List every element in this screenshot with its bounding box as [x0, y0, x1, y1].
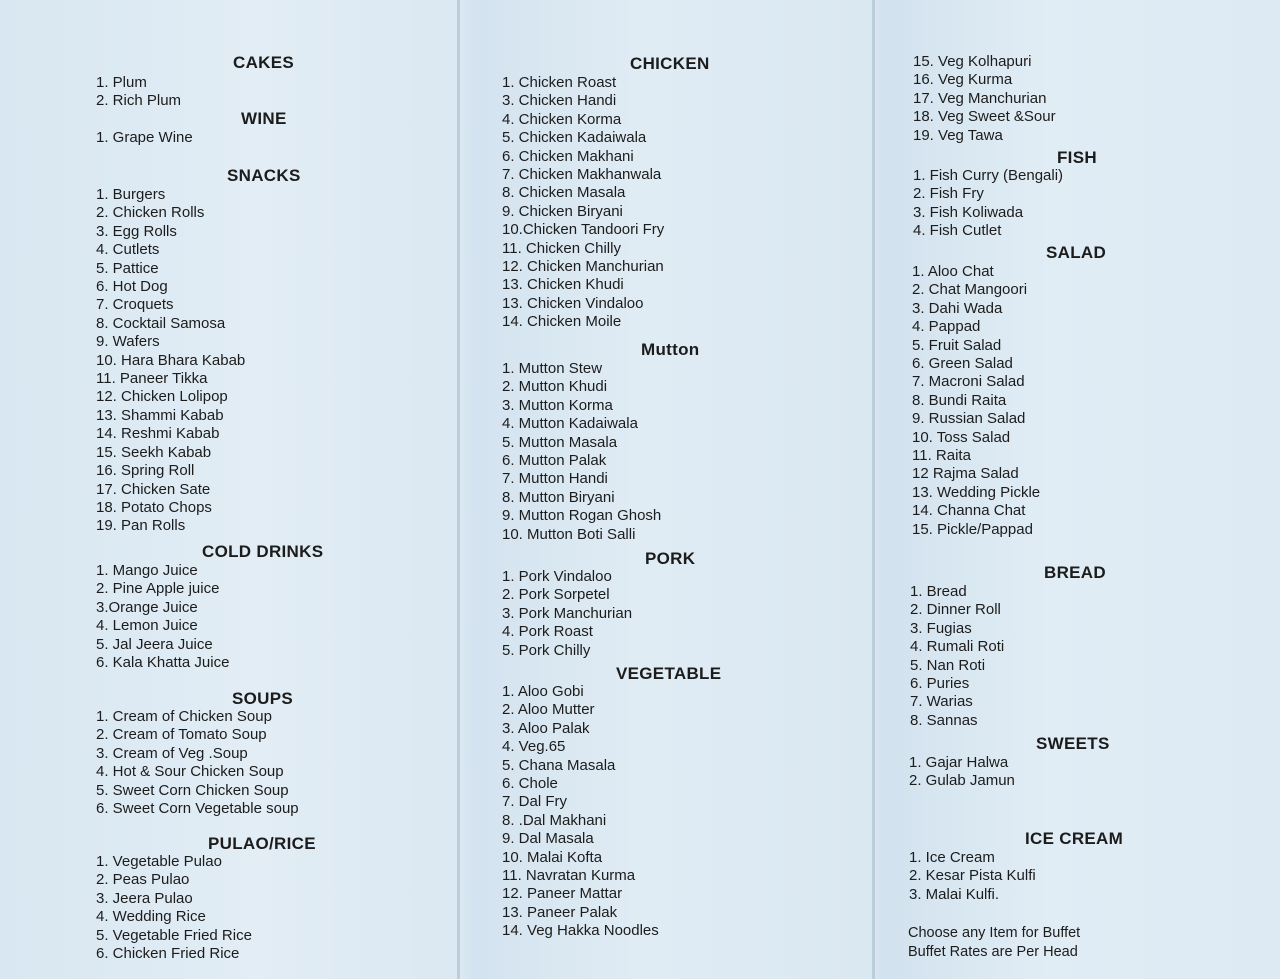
section-title: PORK — [645, 549, 696, 568]
menu-item: 9. Mutton Rogan Ghosh — [502, 507, 662, 525]
item-list — [96, 186, 436, 536]
menu-item: 1. Aloo Chat — [912, 263, 994, 280]
menu-item: 3. Malai Kulfi. — [909, 885, 1000, 903]
menu-item: 10. Toss Salad — [912, 428, 1011, 446]
menu-item: 7. Dal Fry — [502, 793, 568, 811]
section-snacks — [96, 166, 436, 536]
menu-item: 5. Vegetable Fried Rice — [96, 926, 252, 944]
menu-item: 6. Chole — [502, 775, 558, 793]
section-title: WINE — [241, 109, 287, 128]
menu-item: 1. Fish Curry (Bengali) — [913, 167, 1064, 184]
menu-item: 1. Plum — [96, 74, 147, 91]
menu-item: 3. Pork Manchurian — [502, 604, 633, 622]
menu-item: 3. Aloo Palak — [502, 719, 590, 737]
menu-item: 11. Navratan Kurma — [502, 867, 636, 885]
menu-item: 4. Fish Cutlet — [913, 222, 1002, 240]
section-title: CAKES — [233, 53, 295, 72]
menu-item: 9. Dal Masala — [502, 830, 594, 848]
menu-item: 1. Bread — [910, 583, 967, 600]
menu-item: 2. Fish Fry — [913, 185, 984, 203]
menu-item: 12. Chicken Lolipop — [96, 388, 228, 406]
menu-item: 1. Mango Juice — [96, 562, 198, 579]
menu-item: 6. Green Salad — [912, 355, 1013, 373]
menu-item: 4. Hot & Sour Chicken Soup — [96, 763, 284, 781]
buffet-note-line-2: Buffet Rates are Per Head — [908, 944, 1078, 960]
fold-line-left — [457, 0, 460, 979]
menu-item: 15. Seekh Kabab — [96, 443, 212, 461]
menu-item: 10. Mutton Boti Salli — [502, 525, 636, 543]
menu-item: 13. Shammi Kabab — [96, 406, 224, 424]
menu-item: 14. Reshmi Kabab — [96, 425, 220, 443]
menu-item: 15. Pickle/Pappad — [912, 520, 1033, 538]
section-vegetable — [502, 664, 862, 941]
menu-item: 6. Mutton Palak — [502, 452, 607, 470]
menu-item: 4. Pork Roast — [502, 623, 593, 641]
menu-item: 6. Chicken Fried Rice — [96, 945, 240, 963]
menu-item: 16. Veg Kurma — [913, 71, 1013, 89]
menu-item: 11. Chicken Chilly — [502, 239, 621, 257]
menu-item: 2. Peas Pulao — [96, 871, 190, 889]
menu-item: 3. Egg Rolls — [96, 222, 177, 240]
section-mutton — [502, 340, 862, 544]
section-title: SALAD — [1046, 243, 1107, 262]
menu-item: 6. Chicken Makhani — [502, 147, 634, 165]
section-title: FISH — [1057, 148, 1097, 167]
menu-item: 15. Veg Kolhapuri — [913, 53, 1032, 70]
menu-item: 3. Dahi Wada — [912, 299, 1003, 317]
section-title: ICE CREAM — [1025, 829, 1124, 848]
menu-item: 9. Russian Salad — [912, 410, 1026, 428]
menu-item: 4. Chicken Korma — [502, 110, 622, 128]
menu-item: 4. Mutton Kadaiwala — [502, 415, 638, 433]
menu-item: 2. Dinner Roll — [910, 601, 1001, 619]
menu-item: 6. Sweet Corn Vegetable soup — [96, 800, 299, 818]
menu-item: 14. Chicken Moile — [502, 313, 622, 331]
menu-item: 6. Puries — [910, 675, 970, 693]
menu-item: 4. Lemon Juice — [96, 617, 198, 635]
section-salad — [906, 243, 1246, 539]
menu-item: 13. Wedding Pickle — [912, 483, 1041, 501]
buffet-note — [906, 924, 1246, 962]
menu-item: 7. Croquets — [96, 296, 174, 314]
menu-item: 1. Gajar Halwa — [909, 754, 1009, 771]
menu-item: 5. Pork Chilly — [502, 641, 591, 659]
item-list — [96, 708, 436, 818]
menu-item: 10.Chicken Tandoori Fry — [502, 221, 665, 239]
menu-item: 8. Bundi Raita — [912, 391, 1007, 409]
buffet-note-line-1: Choose any Item for Buffet — [908, 925, 1081, 941]
menu-item: 5. Fruit Salad — [912, 336, 1002, 354]
menu-item: 4. Wedding Rice — [96, 908, 206, 926]
menu-item: 14. Channa Chat — [912, 502, 1026, 520]
section-title: SNACKS — [227, 166, 301, 185]
section-fish — [906, 148, 1246, 241]
menu-item: 13. Paneer Palak — [502, 903, 618, 921]
menu-item: 4. Pappad — [912, 318, 981, 336]
menu-item: 5. Chicken Kadaiwala — [502, 129, 647, 147]
menu-item: 12. Paneer Mattar — [502, 885, 623, 903]
section-title: BREAD — [1044, 563, 1106, 582]
menu-item: 7. Warias — [910, 693, 973, 711]
menu-item: 18. Veg Sweet &Sour — [913, 108, 1056, 126]
section-soups — [96, 689, 436, 818]
menu-item: 1. Mutton Stew — [502, 360, 603, 377]
menu-item: 1. Aloo Gobi — [502, 683, 584, 700]
menu-item: 13. Chicken Khudi — [502, 276, 624, 294]
menu-item: 9. Chicken Biryani — [502, 202, 623, 220]
item-list — [502, 683, 862, 941]
menu-item: 11. Paneer Tikka — [96, 370, 208, 388]
menu-item: 10. Malai Kofta — [502, 848, 603, 866]
menu-item: 4. Veg.65 — [502, 738, 566, 756]
menu-item: 14. Veg Hakka Noodles — [502, 922, 659, 940]
section-ice-cream — [906, 829, 1246, 904]
menu-item: 1. Grape Wine — [96, 129, 193, 146]
menu-item: 1. Vegetable Pulao — [96, 853, 222, 870]
menu-item: 11. Raita — [912, 447, 971, 465]
section-title: SOUPS — [232, 689, 294, 708]
menu-item: 5. Chana Masala — [502, 756, 616, 774]
menu-item: 8. Mutton Biryani — [502, 488, 615, 506]
menu-item: 10. Hara Bhara Kabab — [96, 351, 246, 369]
menu-item: 12. Chicken Manchurian — [502, 258, 664, 276]
menu-item: 2. Chat Mangoori — [912, 281, 1028, 299]
menu-item: 2. Gulab Jamun — [909, 772, 1015, 790]
section-pork — [502, 549, 862, 660]
item-list — [96, 853, 436, 963]
menu-item: 1. Chicken Roast — [502, 74, 617, 91]
menu-item: 3. Cream of Veg .Soup — [96, 744, 248, 762]
menu-item: 3.Orange Juice — [96, 598, 198, 616]
menu-item: 2. Kesar Pista Kulfi — [909, 867, 1036, 885]
item-list — [906, 53, 1246, 145]
menu-item: 4. Cutlets — [96, 241, 160, 259]
section-wine — [96, 109, 436, 147]
section-title: COLD DRINKS — [202, 542, 324, 561]
menu-item: 19. Pan Rolls — [96, 517, 186, 535]
menu-item: 4. Rumali Roti — [910, 638, 1005, 656]
menu-item: 12 Rajma Salad — [912, 465, 1019, 483]
item-list — [502, 360, 862, 544]
menu-item: 3. Jeera Pulao — [96, 889, 193, 907]
menu-item: 1. Burgers — [96, 186, 166, 203]
item-list — [96, 74, 436, 111]
item-list — [502, 74, 862, 332]
menu-item: 16. Spring Roll — [96, 462, 195, 480]
item-list — [96, 562, 436, 672]
item-list — [906, 167, 1246, 241]
menu-item: 5. Pattice — [96, 259, 159, 277]
item-list — [906, 754, 1246, 791]
item-list — [906, 849, 1246, 904]
section-vegetable-continued — [906, 53, 1246, 145]
menu-item: 7. Chicken Makhanwala — [502, 166, 662, 184]
fold-line-right — [872, 0, 875, 979]
menu-item: 6. Kala Khatta Juice — [96, 654, 230, 672]
menu-item: 17. Chicken Sate — [96, 480, 211, 498]
menu-item: 8. Cocktail Samosa — [96, 314, 226, 332]
menu-item: 2. Cream of Tomato Soup — [96, 726, 267, 744]
menu-item: 5. Sweet Corn Chicken Soup — [96, 781, 289, 799]
menu-item: 17. Veg Manchurian — [913, 89, 1047, 107]
item-list — [906, 263, 1246, 539]
menu-item: 2. Chicken Rolls — [96, 204, 205, 222]
menu-item: 3. Fish Koliwada — [913, 203, 1024, 221]
section-cold-drinks — [96, 542, 436, 672]
menu-item: 19. Veg Tawa — [913, 126, 1003, 144]
menu-item: 5. Mutton Masala — [502, 433, 618, 451]
menu-item: 6. Hot Dog — [96, 278, 168, 296]
menu-item: 9. Wafers — [96, 333, 160, 351]
menu-item: 3. Chicken Handi — [502, 92, 617, 110]
menu-item: 5. Jal Jeera Juice — [96, 635, 213, 653]
item-list — [96, 129, 436, 147]
menu-item: 3. Mutton Korma — [502, 396, 613, 414]
menu-item: 2. Pine Apple juice — [96, 580, 220, 598]
section-title: VEGETABLE — [616, 664, 722, 683]
menu-item: 8. Sannas — [910, 711, 978, 729]
menu-item: 13. Chicken Vindaloo — [502, 294, 644, 312]
menu-item: 2. Pork Sorpetel — [502, 586, 610, 604]
section-title: Mutton — [641, 340, 700, 359]
section-bread — [906, 563, 1246, 730]
section-title: CHICKEN — [630, 54, 710, 73]
menu-item: 2. Rich Plum — [96, 92, 182, 110]
section-chicken — [502, 54, 862, 332]
menu-item: 1. Pork Vindaloo — [502, 568, 612, 585]
item-list — [502, 568, 862, 660]
section-sweets — [906, 734, 1246, 791]
menu-item: 1. Cream of Chicken Soup — [96, 708, 272, 725]
menu-item: 7. Mutton Handi — [502, 470, 608, 488]
section-cakes — [96, 53, 436, 111]
menu-item: 7. Macroni Salad — [912, 373, 1025, 391]
section-title: SWEETS — [1036, 734, 1110, 753]
menu-item: 5. Nan Roti — [910, 656, 986, 674]
menu-item: 1. Ice Cream — [909, 849, 995, 866]
menu-item: 8. Chicken Masala — [502, 184, 626, 202]
menu-item: 2. Mutton Khudi — [502, 378, 608, 396]
item-list — [906, 583, 1246, 730]
menu-item: 18. Potato Chops — [96, 498, 212, 516]
menu-item: 3. Fugias — [910, 619, 972, 637]
menu-item: 2. Aloo Mutter — [502, 701, 595, 719]
section-title: PULAO/RICE — [208, 834, 316, 853]
menu-item: 8. .Dal Makhani — [502, 811, 607, 829]
section-pulao-rice — [96, 834, 436, 963]
